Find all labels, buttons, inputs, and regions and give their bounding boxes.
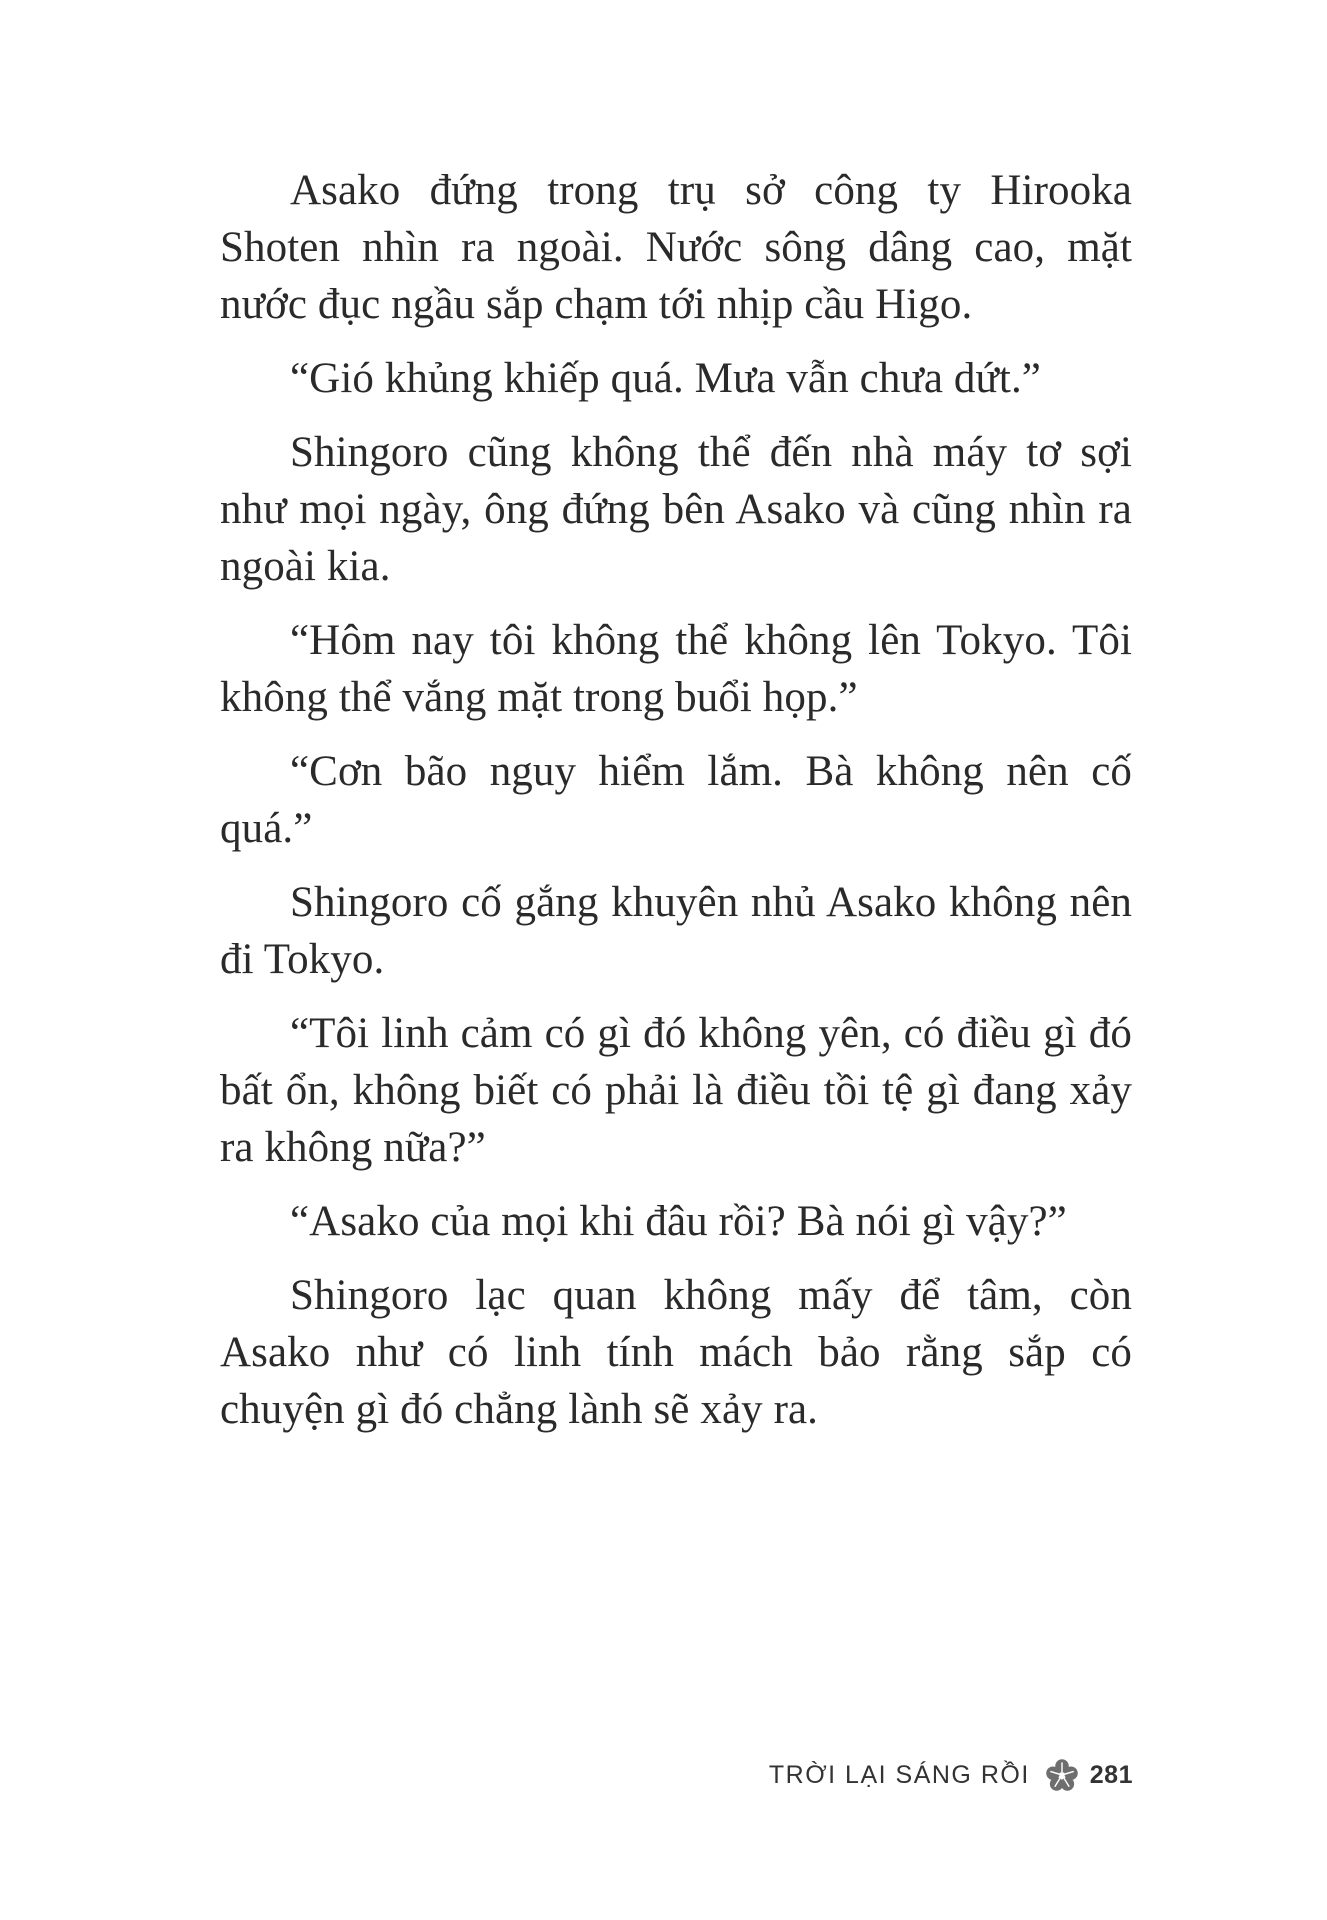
- running-title: TRỜI LẠI SÁNG RỒI: [768, 1760, 1030, 1789]
- paragraph: “Hôm nay tôi không thể không lên Tokyo. Tôi không thể vắng mặt trong buổi họp.”: [220, 617, 1132, 721]
- paragraph: “Gió khủng khiếp quá. Mưa vẫn chưa dứt.”: [290, 355, 1041, 402]
- paragraph: “Cơn bão nguy hiểm lắm. Bà không nên cố quá.”: [220, 748, 1132, 852]
- paragraph: Shingoro lạc quan không mấy để tâm, còn Asako như có linh tính mách bảo rằng sắp có chuyện gì đó chẳng lành sẽ xảy ra.: [220, 1272, 1132, 1433]
- clover-icon: [1044, 1757, 1080, 1793]
- page-number: 281: [1089, 1760, 1133, 1789]
- paragraph: Asako đứng trong trụ sở công ty Hirooka Shoten nhìn ra ngoài. Nước sông dâng cao, mặt nước đục ngầu sắp chạm tới nhịp cầu Higo.: [220, 167, 1132, 328]
- paragraph: Shingoro cố gắng khuyên nhủ Asako không nên đi Tokyo.: [220, 879, 1132, 983]
- paragraph: “Asako của mọi khi đâu rồi? Bà nói gì vậy?”: [290, 1198, 1067, 1245]
- page-footer: [769, 1755, 1133, 1795]
- body-text: [220, 162, 1132, 1455]
- paragraph: “Tôi linh cảm có gì đó không yên, có điều gì đó bất ổn, không biết có phải là điều tồi tệ gì đang xảy ra không nữa?”: [220, 1010, 1132, 1171]
- paragraph: Shingoro cũng không thể đến nhà máy tơ sợi như mọi ngày, ông đứng bên Asako và cũng nhìn ra ngoài kia.: [220, 429, 1132, 590]
